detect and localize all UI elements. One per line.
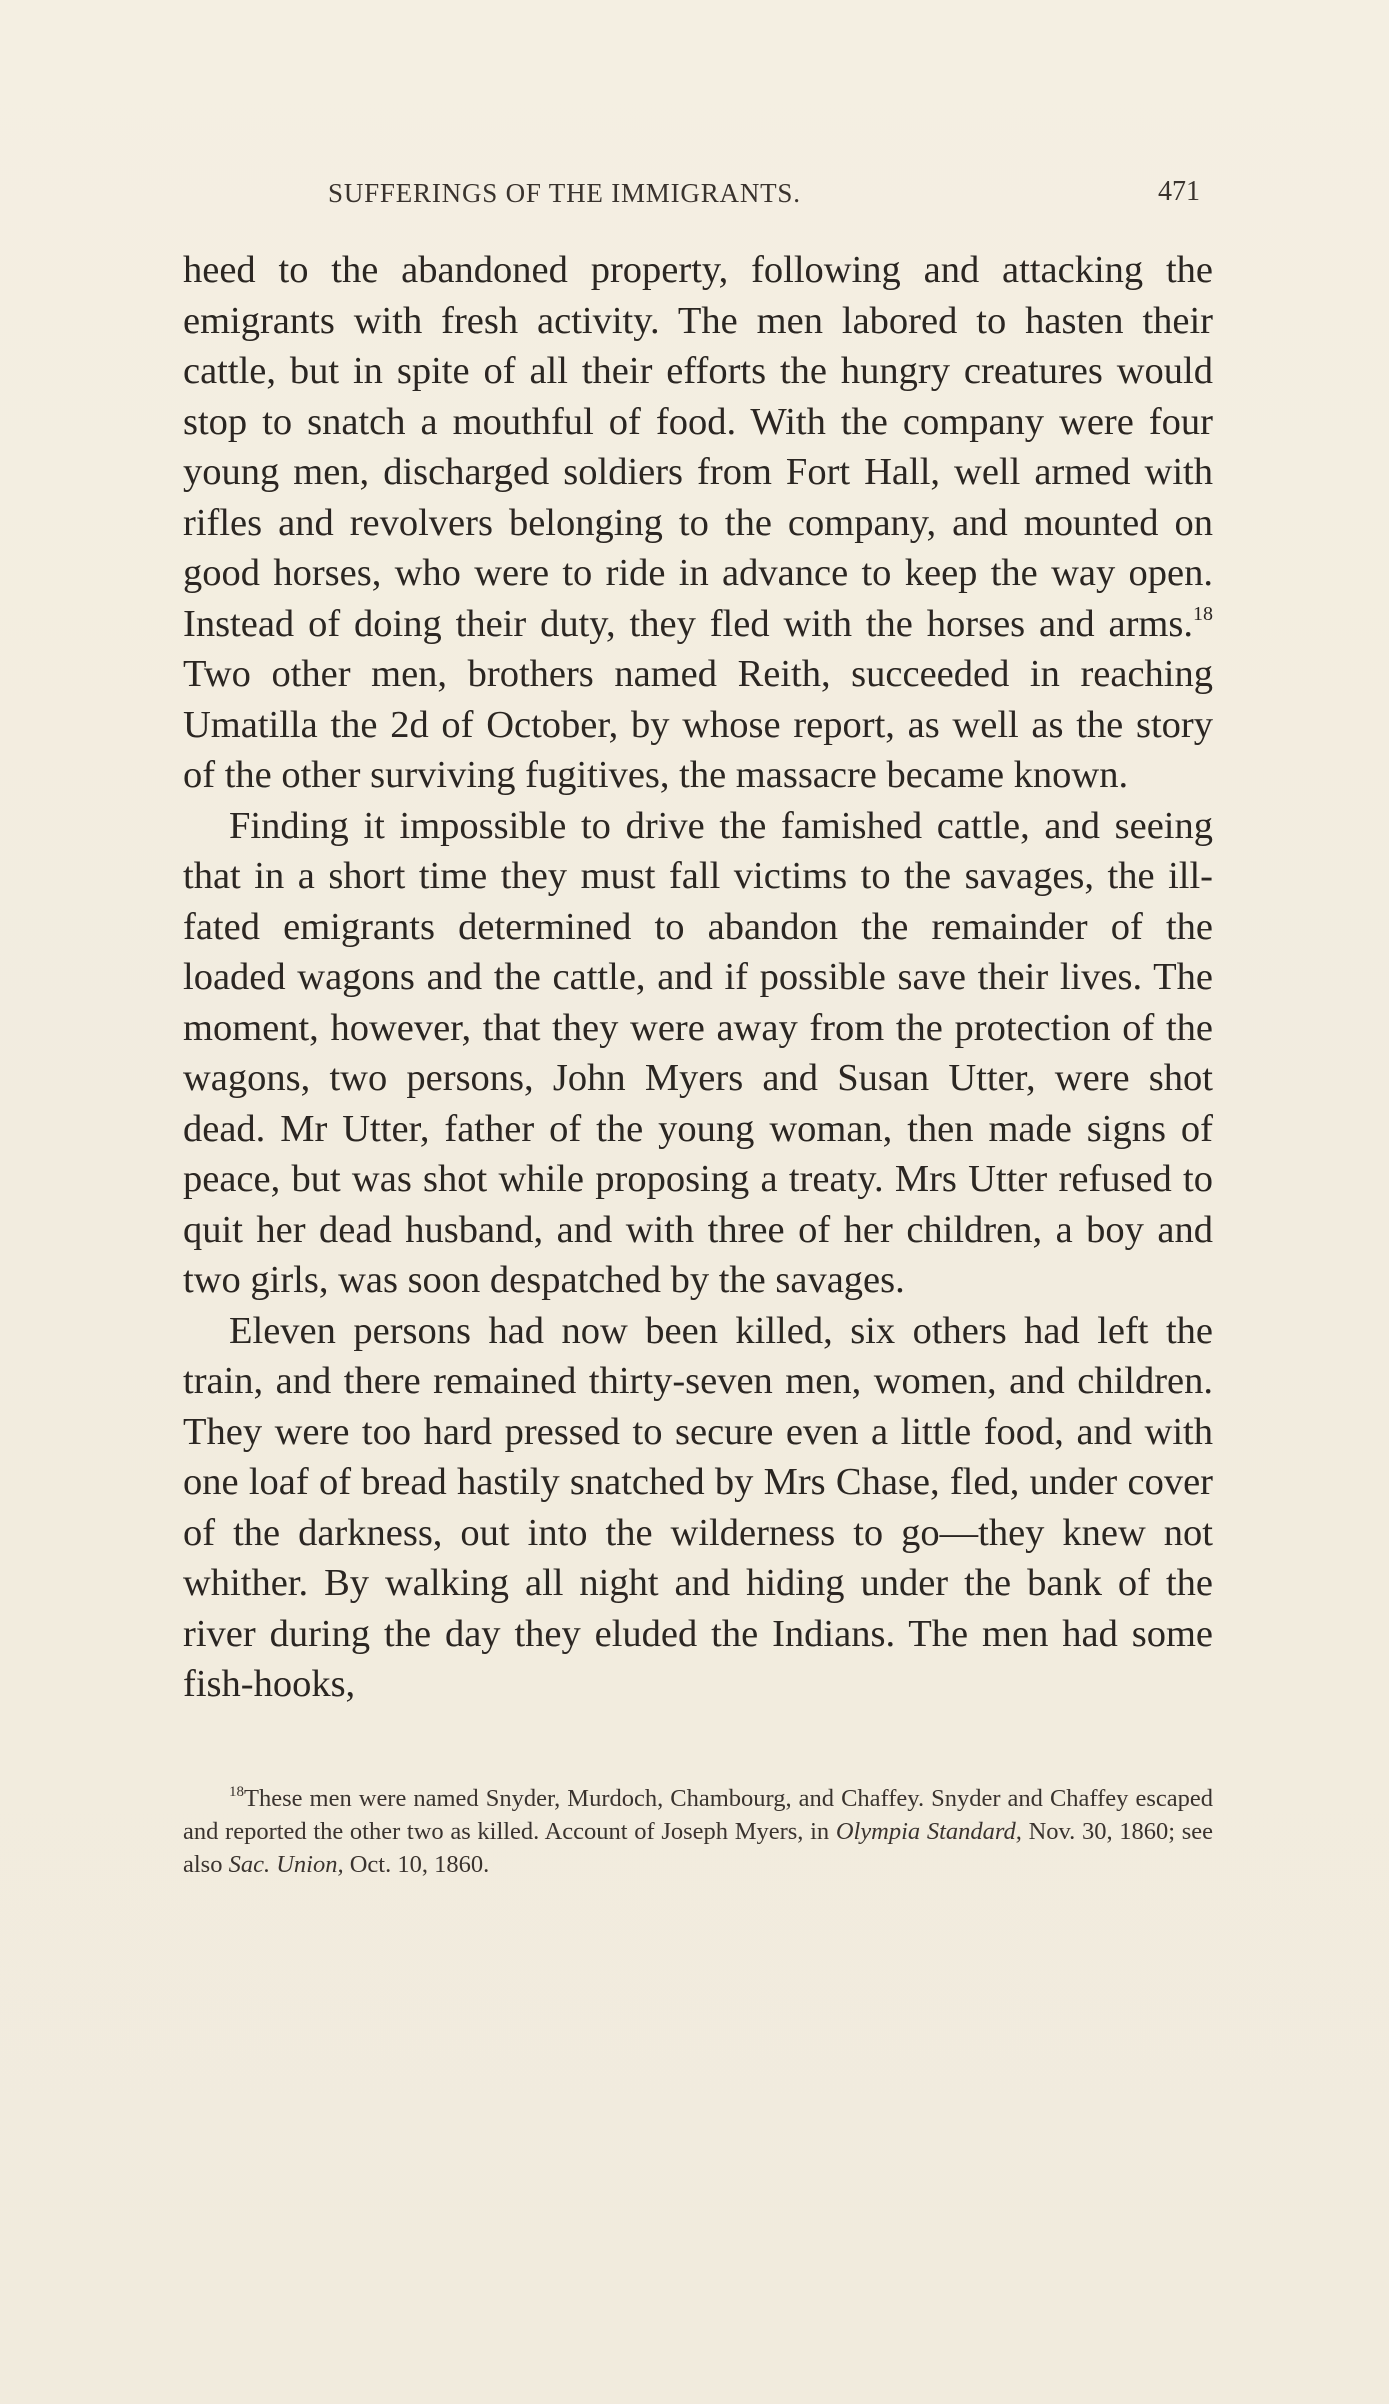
footnote-marker: 18 bbox=[229, 1784, 244, 1800]
footnote-source-olympia: Olympia Standard, bbox=[835, 1818, 1022, 1845]
footnote-18 bbox=[183, 1782, 1213, 1881]
page-header bbox=[328, 178, 1200, 218]
paragraph-1-text-b: Two other men, brothers named Reith, succeeded in reaching Umatilla the 2d of October, by whose report, as well as the story of the other surviving fugitives, the massacre became known. bbox=[183, 653, 1213, 796]
footnotes bbox=[183, 1782, 1213, 1881]
paragraph-2: Finding it impossible to drive the famished cattle, and seeing that in a short time they must fall victims to the savages, the ill-fated emigrants determined to abandon the remainder of the loaded wagons and the cattle, and if possible save their lives. The moment, however, that they were away from the protection of the wagons, two persons, John Myers and Susan Utter, were shot dead. Mr Utter, father of the young woman, then made signs of peace, but was shot while proposing a treaty. Mrs Utter refused to quit her dead husband, and with three of her children, a boy and two girls, was soon despatched by the savages. bbox=[183, 804, 1213, 1301]
paragraph-1 bbox=[183, 245, 1213, 801]
footnote-text-c: Oct. 10, 1860. bbox=[343, 1851, 490, 1878]
footnote-text-b: Nov. 30, 1860; see also bbox=[183, 1818, 1213, 1878]
footnote-source-sac-union: Sac. Union, bbox=[228, 1851, 344, 1878]
page-number: 471 bbox=[1158, 176, 1200, 207]
footnote-reference: 18 bbox=[1193, 602, 1213, 625]
body-text bbox=[183, 245, 1213, 1710]
paragraph-3: Eleven persons had now been killed, six others had left the train, and there remained thirty-seven men, women, and children. They were too hard pressed to secure even a little food, and with one loaf of bread hastily snatched by Mrs Chase, fled, under cover of the darkness, out into the wilderness to go—they knew not whither. By walking all night and hiding under the bank of the river during the day they eluded the Indians. The men had some fish-hooks, bbox=[183, 1309, 1213, 1705]
paragraph-1-text-a: heed to the abandoned property, following and attacking the emigrants with fresh activity. The men labored to hasten their cattle, but in spite of all their efforts the hungry creatures would stop to snatch a mouthful of food. With the company were four young men, discharged soldiers from Fort Hall, well armed with rifles and revolvers belonging to the company, and mounted on good horses, who were to ride in advance to keep the way open. Instead of doing their duty, they fled with the horses and arms. bbox=[183, 249, 1213, 645]
footnote-text-a: These men were named Snyder, Murdoch, Chambourg, and Chaffey. Snyder and Chaffey escaped and reported the other two as killed. Account of Joseph Myers, in bbox=[183, 1785, 1213, 1845]
running-title: SUFFERINGS OF THE IMMIGRANTS. bbox=[328, 178, 801, 208]
